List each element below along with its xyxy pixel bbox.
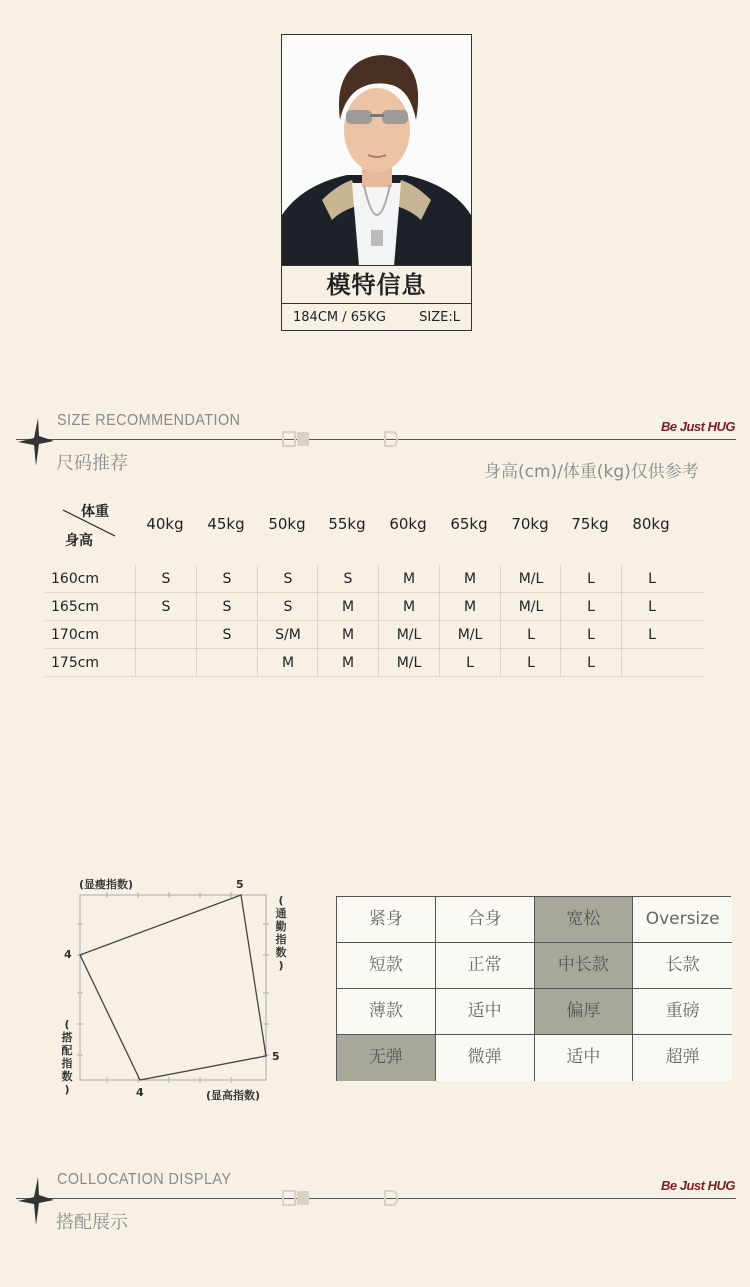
size-cell: M xyxy=(378,593,439,621)
attr-thickness-medium: 适中 xyxy=(436,989,535,1035)
attribute-grid xyxy=(336,896,731,1081)
attr-length-long: 长款 xyxy=(633,943,732,989)
divider-line xyxy=(16,1198,736,1199)
attr-length-short: 短款 xyxy=(337,943,436,989)
size-cell: L xyxy=(560,565,621,593)
sparkle-icon xyxy=(18,418,54,466)
size-cell xyxy=(196,649,257,677)
model-height-weight: 184CM / 65KG xyxy=(293,310,386,325)
attr-thickness-heavy: 重磅 xyxy=(633,989,732,1035)
weight-col-header: 65kg xyxy=(450,515,488,533)
weight-header: 体重 xyxy=(81,504,109,520)
height-label: 160cm xyxy=(51,571,100,587)
axis-label-bottom: (显高指数) xyxy=(206,1089,261,1102)
size-cell: M/L xyxy=(378,621,439,649)
size-cell: S xyxy=(196,565,257,593)
size-cell: L xyxy=(560,649,621,677)
height-header: 身高 xyxy=(65,533,93,549)
size-cell: L xyxy=(500,649,561,677)
size-cell: M xyxy=(257,649,318,677)
sparkle-icon xyxy=(18,1177,54,1225)
value-left: 4 xyxy=(64,948,72,961)
index-polygon xyxy=(80,895,266,1080)
size-cell: M xyxy=(378,565,439,593)
size-cell: L xyxy=(560,621,621,649)
model-stats xyxy=(282,305,471,331)
attr-stretch-super: 超弹 xyxy=(633,1035,732,1081)
section-title-cn: 尺码推荐 xyxy=(56,453,128,474)
table-row xyxy=(45,621,705,649)
table-row xyxy=(45,649,705,677)
attr-fit-tight: 紧身 xyxy=(337,897,436,943)
attr-length-midlong: 中长款 xyxy=(535,943,634,989)
size-cell: M xyxy=(317,649,378,677)
size-cell: M xyxy=(439,593,500,621)
size-cell: S xyxy=(196,621,257,649)
size-cell: L xyxy=(500,621,561,649)
size-cell: S xyxy=(196,593,257,621)
attr-thickness-thick: 偏厚 xyxy=(535,989,634,1035)
attr-stretch-none: 无弹 xyxy=(337,1035,436,1081)
size-cell: L xyxy=(621,621,682,649)
size-cell: M/L xyxy=(500,593,561,621)
size-note: 身高(cm)/体重(kg)仅供参考 xyxy=(484,462,699,482)
model-title: 模特信息 xyxy=(282,266,471,304)
model-info-card xyxy=(281,34,472,331)
value-bottom: 4 xyxy=(136,1086,144,1099)
size-cell: M xyxy=(317,621,378,649)
model-illustration xyxy=(282,35,471,266)
height-label: 165cm xyxy=(51,599,100,615)
value-right: 5 xyxy=(272,1050,280,1063)
weight-col-header: 55kg xyxy=(328,515,366,533)
attr-stretch-slight: 微弹 xyxy=(436,1035,535,1081)
size-cell: M/L xyxy=(439,621,500,649)
size-cell: M/L xyxy=(500,565,561,593)
size-cell: S/M xyxy=(257,621,318,649)
bjh-logo-icon xyxy=(282,1190,312,1206)
attr-fit-oversize: Oversize xyxy=(633,897,732,943)
section-title-en: COLLOCATION DISPLAY xyxy=(57,1171,232,1188)
size-cell: S xyxy=(257,565,318,593)
weight-col-header: 75kg xyxy=(571,515,609,533)
value-top: 5 xyxy=(236,878,244,891)
height-label: 170cm xyxy=(51,627,100,643)
weight-col-header: 45kg xyxy=(207,515,245,533)
size-cell: S xyxy=(317,565,378,593)
axis-label-left: ( 搭 配 指 数 ) xyxy=(61,1018,73,1096)
model-photo xyxy=(282,35,471,266)
b-logo-icon xyxy=(383,1190,399,1206)
index-diagram xyxy=(58,872,298,1107)
attr-fit-regular: 合身 xyxy=(436,897,535,943)
attr-stretch-medium: 适中 xyxy=(535,1035,634,1081)
table-row xyxy=(45,593,705,621)
collocation-display-header xyxy=(0,1171,750,1245)
weight-col-header: 40kg xyxy=(146,515,184,533)
table-corner-header xyxy=(53,498,113,548)
section-title-en: SIZE RECOMMENDATION xyxy=(57,412,241,429)
attr-length-normal: 正常 xyxy=(436,943,535,989)
size-cell: L xyxy=(621,593,682,621)
size-cell: L xyxy=(621,565,682,593)
size-cell xyxy=(135,621,196,649)
size-cell xyxy=(621,649,682,677)
weight-col-header: 50kg xyxy=(268,515,306,533)
index-diagram-lines xyxy=(58,872,298,1107)
size-cell: M xyxy=(317,593,378,621)
bjh-logo-icon xyxy=(282,431,312,447)
weight-col-header: 60kg xyxy=(389,515,427,533)
axis-label-right: ( 通 勤 指 数 ) xyxy=(275,894,287,972)
attr-thickness-thin: 薄款 xyxy=(337,989,436,1035)
table-row xyxy=(45,565,705,593)
size-cell: M/L xyxy=(378,649,439,677)
size-cell xyxy=(135,649,196,677)
size-cell: L xyxy=(439,649,500,677)
attr-fit-loose: 宽松 xyxy=(535,897,634,943)
brand-logo: Be Just HUG xyxy=(661,1178,735,1193)
size-cell: S xyxy=(135,565,196,593)
size-cell: M xyxy=(439,565,500,593)
brand-logo: Be Just HUG xyxy=(661,419,735,434)
divider-line xyxy=(16,439,736,440)
model-size: SIZE:L xyxy=(419,310,460,325)
height-label: 175cm xyxy=(51,655,100,671)
size-cell: S xyxy=(257,593,318,621)
size-cell: S xyxy=(135,593,196,621)
weight-col-header: 70kg xyxy=(511,515,549,533)
axis-label-top: (显瘦指数) xyxy=(79,878,134,891)
weight-col-header: 80kg xyxy=(632,515,670,533)
size-cell: L xyxy=(560,593,621,621)
b-logo-icon xyxy=(383,431,399,447)
section-title-cn: 搭配展示 xyxy=(56,1212,128,1233)
